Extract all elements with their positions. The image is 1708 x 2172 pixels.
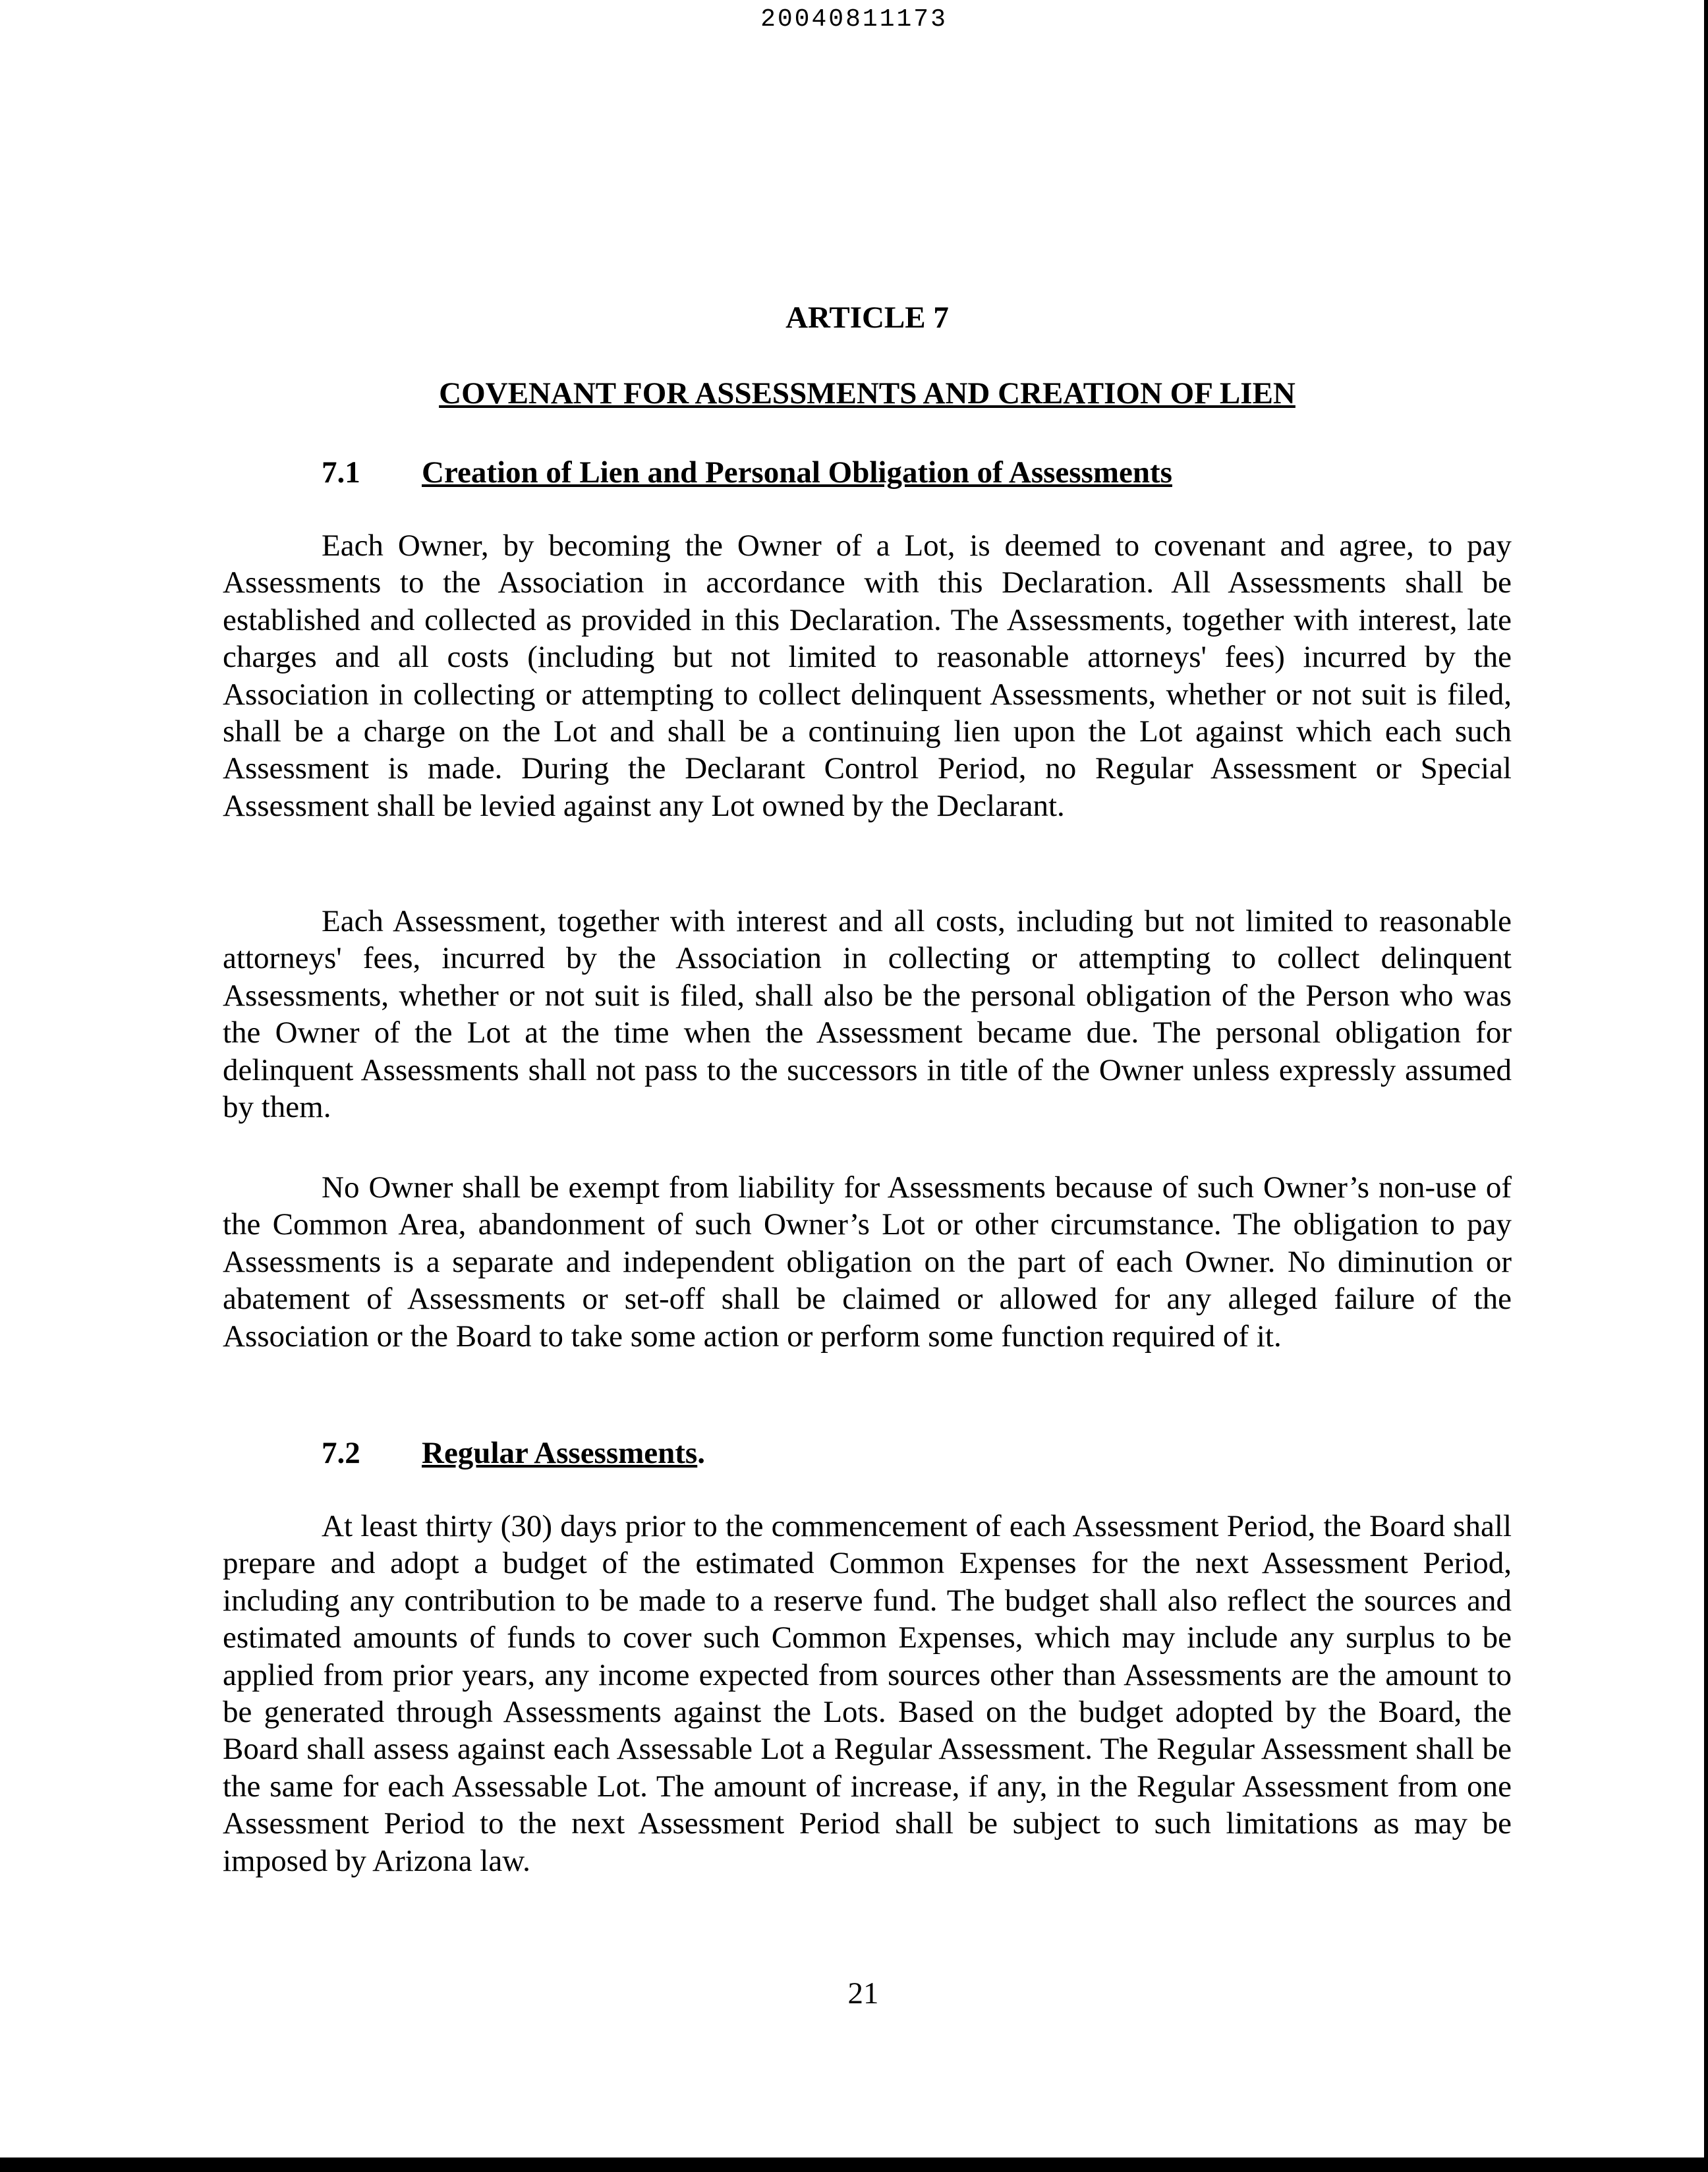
section-title-suffix: . (697, 1436, 705, 1470)
section-heading-7-2 (322, 1435, 705, 1471)
recording-number: 20040811173 (760, 5, 948, 34)
paragraph-7-1-a: Each Owner, by becoming the Owner of a Lot, is deemed to covenant and agree, to pay Assessments to the Association in accordance with this Declaration. All Assessments shall be established and collected as provided in this Declaration. The Assessments, together with interest, late charges and all costs (including but not limited to reasonable attorneys' fees) incurred by the Association in collecting or attempting to collect delinquent Assessments, whether or not suit is filed, shall be a charge on the Lot and shall be a continuing lien upon the Lot against which each such Assessment is made. During the Declarant Control Period, no Regular Assessment or Special Assessment shall be levied against any Lot owned by the Declarant. (223, 529, 1512, 823)
section-title: Creation of Lien and Personal Obligation of Assessments (422, 455, 1172, 490)
section-number: 7.1 (322, 455, 360, 490)
paragraph-7-1-c: No Owner shall be exempt from liability for Assessments because of such Owner’s non-use of the Common Area, abandonment of such Owner’s Lot or other circumstance. The obligation to pay Assessments is a separate and independent obligation on the part of each Owner. No diminution or abatement of Assessments or set-off shall be claimed or allowed for any alleged failure of the Association or the Board to take some action or perform some function required of it. (223, 1170, 1512, 1354)
paragraph-7-2-a: At least thirty (30) days prior to the commencement of each Assessment Period, the Board shall prepare and adopt a budget of the estimated Common Expenses for the next Assessment Period, including any contribution to be made to a reserve fund. The budget shall also reflect the sources and estimated amounts of funds to cover such Common Expenses, which may include any surplus to be applied from prior years, any income expected from sources other than Assessments are the amount to be generated through Assessments against the Lots. Based on the budget adopted by the Board, the Board shall assess against each Assessable Lot a Regular Assessment. The Regular Assessment shall be the same for each Assessable Lot. The amount of increase, if any, in the Regular Assessment from one Assessment Period to the next Assessment Period shall be subject to such limitations as may be imposed by Arizona law. (223, 1509, 1512, 1878)
section-number: 7.2 (322, 1436, 360, 1470)
section-heading-7-1 (322, 455, 1172, 490)
paragraph-7-1-b: Each Assessment, together with interest and all costs, including but not limited to reasonable attorneys' fees, incurred by the Association in collecting or attempting to collect delinquent Assessments, whether or not suit is filed, shall also be the personal obligation of the Person who was the Owner of the Lot at the time when the Assessment became due. The personal obligation for delinquent Assessments shall not pass to the successors in title of the Owner unless expressly assumed by them. (223, 904, 1512, 1125)
article-heading: ARTICLE 7 (785, 300, 949, 335)
article-title: COVENANT FOR ASSESSMENTS AND CREATION OF LIEN (439, 376, 1295, 411)
section-title: Regular Assessments (422, 1436, 698, 1470)
page-number: 21 (847, 1976, 879, 2011)
